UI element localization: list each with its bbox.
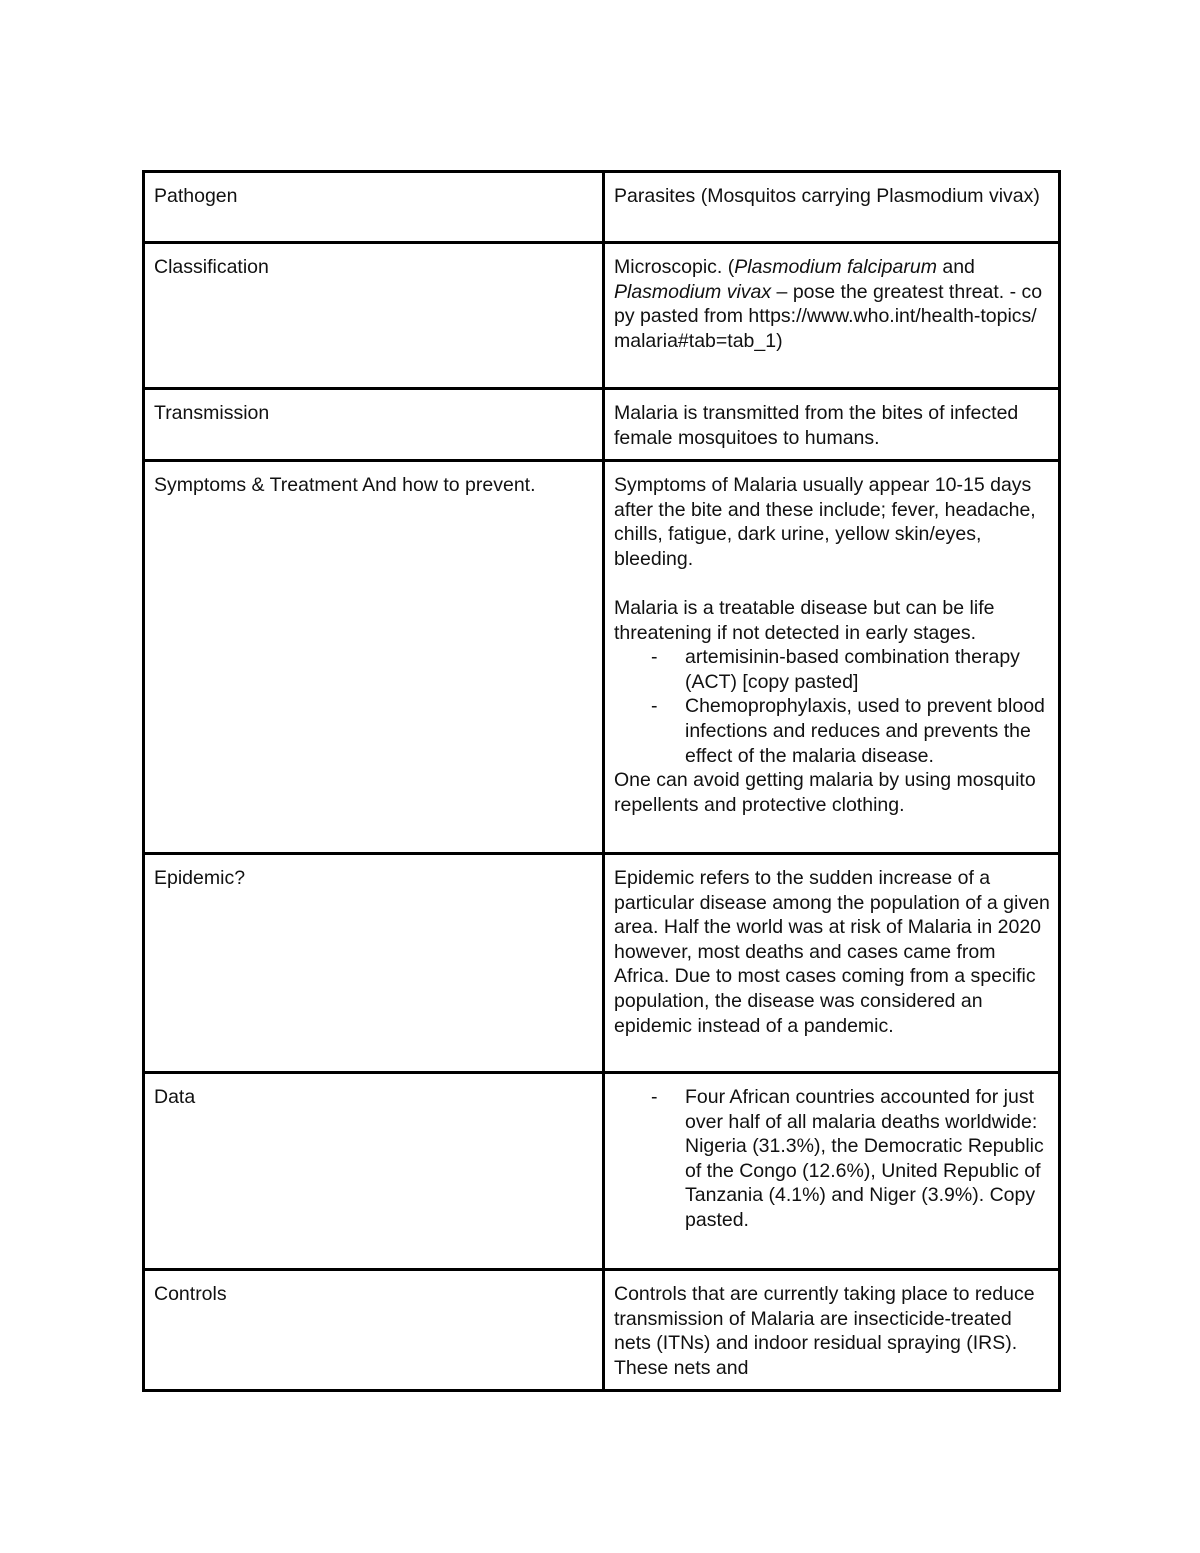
bullet-list bbox=[614, 1085, 1050, 1233]
row-label: Symptoms & Treatment And how to prevent. bbox=[144, 461, 604, 854]
row-content bbox=[604, 1073, 1060, 1270]
table-row bbox=[144, 854, 1060, 1073]
bullet-list bbox=[614, 645, 1050, 768]
species-name: Plasmodium vivax bbox=[614, 280, 772, 303]
row-content: Epidemic refers to the sudden increase of a particular disease among the population of a given area. Half the world was at risk of Malaria in 2020 however, most deaths and cases came from Africa. Due to most cases coming from a specific population, the disease was considered an epidemic instead of a pandemic. bbox=[604, 854, 1060, 1073]
table-row bbox=[144, 1073, 1060, 1270]
paragraph: One can avoid getting malaria by using mosquito repellents and protective clothing. bbox=[614, 769, 1036, 816]
table-row bbox=[144, 172, 1060, 243]
text: – pose the greatest threat. - copy pasted from https://www.who.int/health-topics/malaria#tab=tab_1) bbox=[614, 280, 1043, 352]
list-item: - Four African countries accounted for just over half of all malaria deaths worldwide: Nigeria (31.3%), the Democratic Republic of the Congo (12.6%), United Republic of Tanzania (4.1%) and Niger (3.9%). Copy pasted. bbox=[614, 1085, 1050, 1233]
row-label: Data bbox=[144, 1073, 604, 1270]
row-content bbox=[604, 243, 1060, 389]
row-label: Pathogen bbox=[144, 172, 604, 243]
row-label: Controls bbox=[144, 1270, 604, 1391]
table-row bbox=[144, 1270, 1060, 1391]
row-content: Controls that are currently taking place to reduce transmission of Malaria are insecticide-treated nets (ITNs) and indoor residual spraying (IRS). These nets and bbox=[604, 1270, 1060, 1391]
text: Microscopic. ( bbox=[614, 256, 735, 278]
table-row bbox=[144, 389, 1060, 461]
table-row bbox=[144, 243, 1060, 389]
row-content: Parasites (Mosquitos carrying Plasmodium vivax) bbox=[604, 172, 1060, 243]
paragraph: Malaria is a treatable disease but can be life threatening if not detected in early stages. bbox=[614, 596, 995, 644]
list-item: - artemisinin-based combination therapy (ACT) [copy pasted] bbox=[614, 645, 1050, 694]
row-content: Malaria is transmitted from the bites of infected female mosquitoes to humans. bbox=[604, 389, 1060, 461]
paragraph: Symptoms of Malaria usually appear 10-15 days after the bite and these include; fever, headache, chills, fatigue, dark urine, yellow skin/eyes, bleeding. bbox=[614, 474, 1036, 570]
row-label: Classification bbox=[144, 243, 604, 389]
list-item: - Chemoprophylaxis, used to prevent blood infections and reduces and prevents the effect of the malaria disease. bbox=[614, 694, 1050, 768]
row-label: Epidemic? bbox=[144, 854, 604, 1073]
text: and bbox=[936, 256, 975, 278]
row-content bbox=[604, 461, 1060, 854]
table-row bbox=[144, 461, 1060, 854]
row-label: Transmission bbox=[144, 389, 604, 461]
species-name: Plasmodium falciparum bbox=[734, 256, 937, 278]
malaria-info-table bbox=[142, 170, 1061, 1392]
